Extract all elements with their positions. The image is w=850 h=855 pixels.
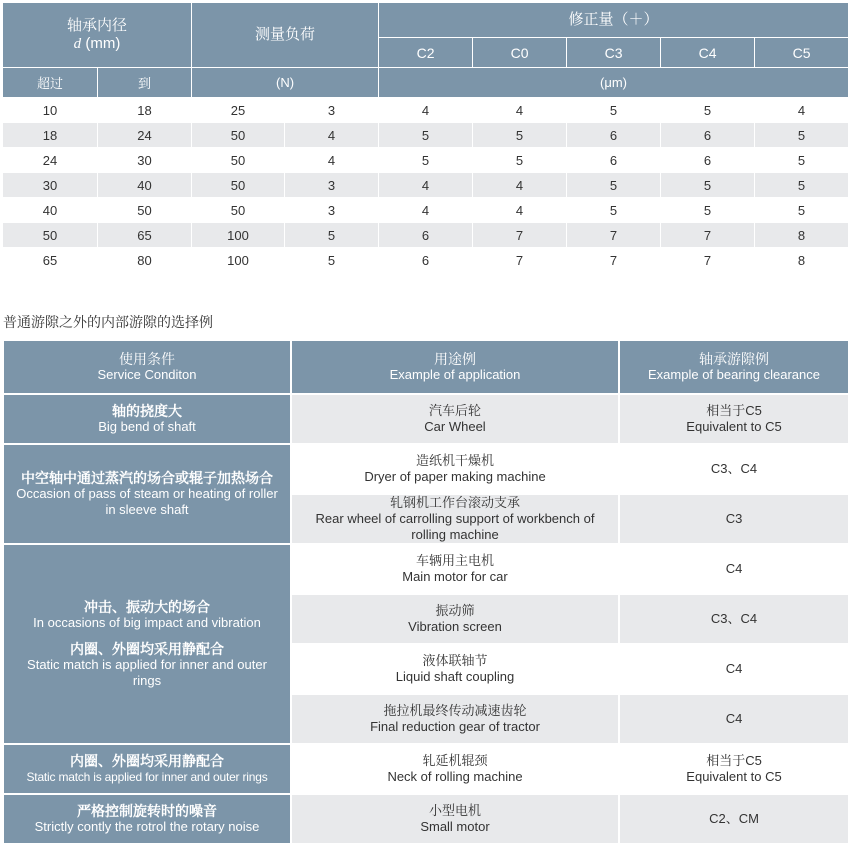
c3-cell: 6 — [567, 148, 661, 173]
application-header: 用途例 Example of application — [291, 340, 619, 394]
c4-cell: 5 — [661, 198, 755, 223]
condition-cell: 冲击、振动大的场合 In occasions of big impact and vibration 内圈、外圈均采用静配合 Static match is applied for inner and outer rings — [3, 544, 291, 744]
over-header: 超过 — [3, 68, 98, 98]
load-cell: 25 — [192, 98, 285, 123]
application-cell: 小型电机 Small motor — [291, 794, 619, 844]
c0-cell: 5 — [473, 148, 567, 173]
to-cell: 40 — [98, 173, 192, 198]
load-unit-header: (N) — [192, 68, 379, 98]
c2-cell: 4 — [379, 198, 473, 223]
correction-unit-header: (μm) — [379, 68, 849, 98]
c5-cell: 5 — [755, 148, 849, 173]
c5-cell: 8 — [755, 223, 849, 248]
c3-cell: 7 — [567, 223, 661, 248]
c0-cell: 4 — [473, 98, 567, 123]
c2-cell: 4 — [379, 173, 473, 198]
application-cell: 汽车后轮 Car Wheel — [291, 394, 619, 444]
clearance-cell: 相当于C5 Equivalent to C5 — [619, 744, 849, 794]
clearance-cell: C3 — [619, 494, 849, 544]
over-cell: 18 — [3, 123, 98, 148]
correction-amount-header: 修正量（＋） — [379, 3, 849, 38]
to-cell: 80 — [98, 248, 192, 273]
clearance-cell: C2、CM — [619, 794, 849, 844]
to-cell: 65 — [98, 223, 192, 248]
to-header: 到 — [98, 68, 192, 98]
c3-cell: 5 — [567, 173, 661, 198]
to-cell: 50 — [98, 198, 192, 223]
bearing-clearance-header: 轴承游隙例 Example of bearing clearance — [619, 340, 849, 394]
load-cell: 50 — [192, 148, 285, 173]
c5-cell: 5 — [755, 173, 849, 198]
application-cell: 造纸机干燥机 Dryer of paper making machine — [291, 444, 619, 494]
condition-cell: 内圈、外圈均采用静配合 Static match is applied for inner and outer rings — [3, 744, 291, 794]
clearance-cell: 相当于C5 Equivalent to C5 — [619, 394, 849, 444]
over-cell: 10 — [3, 98, 98, 123]
c4-cell: 6 — [661, 148, 755, 173]
c2-cell: 5 — [379, 123, 473, 148]
c2-cell: 6 — [379, 223, 473, 248]
c3-cell: 5 — [567, 198, 661, 223]
clearance-cell: C3、C4 — [619, 444, 849, 494]
class-c3-header: C3 — [567, 38, 661, 68]
application-cell: 拖拉机最终传动减速齿轮 Final reduction gear of tractor — [291, 694, 619, 744]
c4-cell: 5 — [661, 173, 755, 198]
class-c5-header: C5 — [755, 38, 849, 68]
c2-cell: 4 — [379, 98, 473, 123]
application-cell: 车辆用主电机 Main motor for car — [291, 544, 619, 594]
c4-cell: 7 — [661, 248, 755, 273]
c4-cell: 7 — [661, 223, 755, 248]
table-row — [3, 248, 849, 273]
load-extra-cell: 4 — [285, 123, 379, 148]
to-cell: 18 — [98, 98, 192, 123]
over-cell: 65 — [3, 248, 98, 273]
condition-cell: 轴的挠度大 Big bend of shaft — [3, 394, 291, 444]
over-cell: 24 — [3, 148, 98, 173]
bore-diameter-header: 轴承内径 d (mm) — [3, 3, 192, 68]
condition-cell: 严格控制旋转时的噪音 Strictly contly the rotrol the rotary noise — [3, 794, 291, 844]
to-cell: 30 — [98, 148, 192, 173]
load-cell: 100 — [192, 248, 285, 273]
c3-cell: 5 — [567, 98, 661, 123]
c0-cell: 5 — [473, 123, 567, 148]
application-cell: 液体联轴节 Liquid shaft coupling — [291, 644, 619, 694]
load-extra-cell: 5 — [285, 248, 379, 273]
service-condition-header: 使用条件 Service Conditon — [3, 340, 291, 394]
clearance-cell: C4 — [619, 694, 849, 744]
load-cell: 50 — [192, 123, 285, 148]
load-extra-cell: 3 — [285, 198, 379, 223]
table-row — [3, 123, 849, 148]
clearance-correction-table — [2, 2, 849, 273]
clearance-selection-table — [2, 339, 850, 845]
clearance-cell: C4 — [619, 544, 849, 594]
class-c0-header: C0 — [473, 38, 567, 68]
c0-cell: 7 — [473, 248, 567, 273]
c0-cell: 7 — [473, 223, 567, 248]
load-extra-cell: 4 — [285, 148, 379, 173]
measuring-load-header: 测量负荷 — [192, 3, 379, 68]
application-cell: 轧钢机工作台滚动支承 Rear wheel of carrolling support of workbench of rolling machine — [291, 494, 619, 544]
table-row — [3, 98, 849, 123]
load-extra-cell: 3 — [285, 98, 379, 123]
table-row — [3, 148, 849, 173]
clearance-cell: C4 — [619, 644, 849, 694]
c5-cell: 4 — [755, 98, 849, 123]
load-extra-cell: 3 — [285, 173, 379, 198]
c5-cell: 8 — [755, 248, 849, 273]
over-cell: 50 — [3, 223, 98, 248]
load-cell: 50 — [192, 198, 285, 223]
c4-cell: 6 — [661, 123, 755, 148]
c0-cell: 4 — [473, 198, 567, 223]
application-cell: 振动筛 Vibration screen — [291, 594, 619, 644]
section-title: 普通游隙之外的内部游隙的选择例 — [3, 314, 213, 330]
c5-cell: 5 — [755, 198, 849, 223]
over-cell: 30 — [3, 173, 98, 198]
c2-cell: 5 — [379, 148, 473, 173]
c4-cell: 5 — [661, 98, 755, 123]
condition-cell: 中空轴中通过蒸汽的场合或辊子加热场合 Occasion of pass of steam or heating of roller in sleeve shaft — [3, 444, 291, 544]
to-cell: 24 — [98, 123, 192, 148]
over-cell: 40 — [3, 198, 98, 223]
load-cell: 100 — [192, 223, 285, 248]
c5-cell: 5 — [755, 123, 849, 148]
c3-cell: 6 — [567, 123, 661, 148]
c3-cell: 7 — [567, 248, 661, 273]
table-row — [3, 223, 849, 248]
load-cell: 50 — [192, 173, 285, 198]
table-row — [3, 198, 849, 223]
c2-cell: 6 — [379, 248, 473, 273]
load-extra-cell: 5 — [285, 223, 379, 248]
class-c2-header: C2 — [379, 38, 473, 68]
table-row — [3, 173, 849, 198]
c0-cell: 4 — [473, 173, 567, 198]
application-cell: 轧延机辊颈 Neck of rolling machine — [291, 744, 619, 794]
clearance-cell: C3、C4 — [619, 594, 849, 644]
class-c4-header: C4 — [661, 38, 755, 68]
